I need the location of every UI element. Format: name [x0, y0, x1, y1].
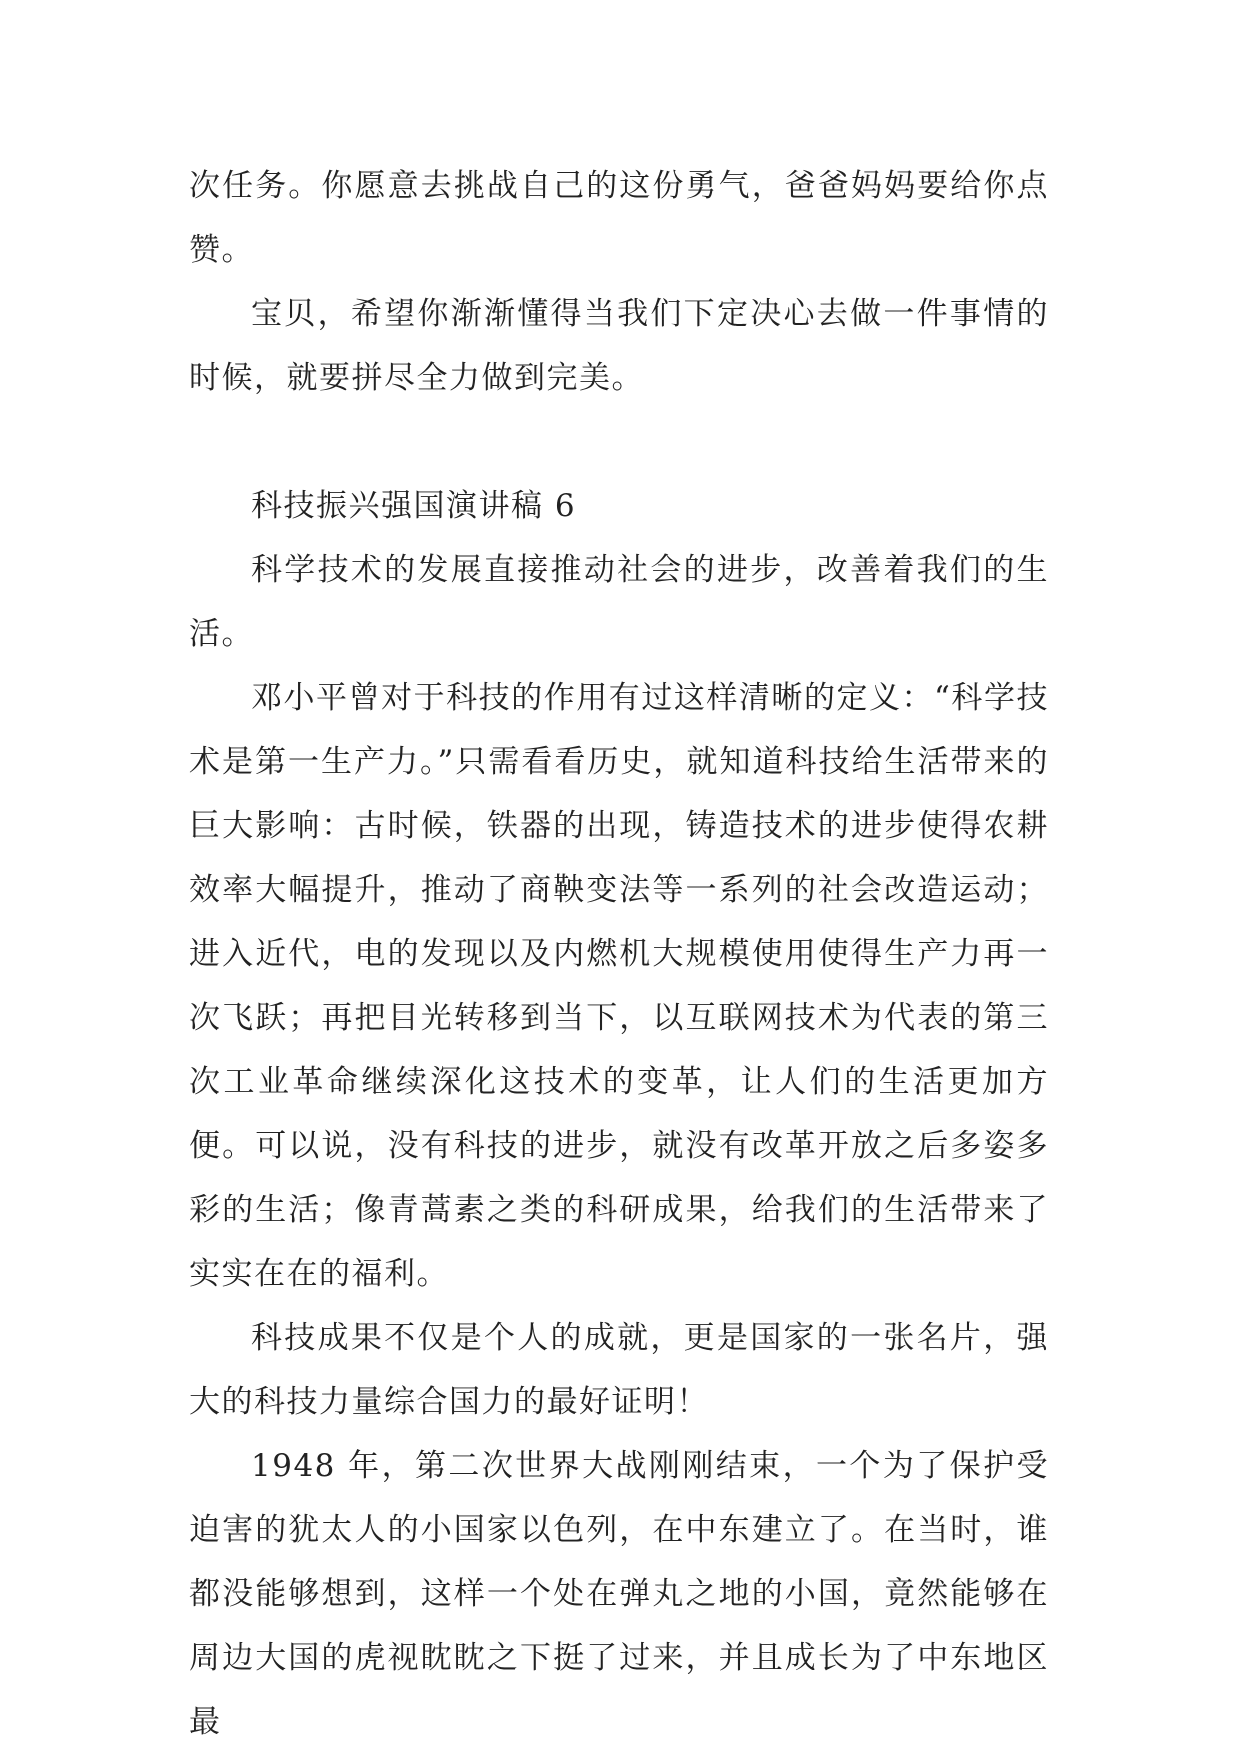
paragraph: 宝贝，希望你渐渐懂得当我们下定决心去做一件事情的时候，就要拼尽全力做到完美。 [189, 296, 1049, 396]
paragraph: 科技成果不仅是个人的成就，更是国家的一张名片，强大的科技力量综合国力的最好证明！ [189, 1320, 1049, 1420]
section-title: 科技振兴强国演讲稿 6 [251, 488, 577, 524]
continued-paragraph: 次任务。你愿意去挑战自己的这份勇气，爸爸妈妈要给你点赞。 [189, 168, 1049, 268]
document-body [189, 154, 1049, 1754]
paragraph: 邓小平曾对于科技的作用有过这样清晰的定义：“科学技术是第一生产力。”只需看看历史，就知道科技给生活带来的巨大影响：古时候，铁器的出现，铸造技术的进步使得农耕效率大幅提升，推动了商鞅变法等一系列的社会改造运动；进入近代，电的发现以及内燃机大规模使用使得生产力再一次飞跃；再把目光转移到当下，以互联网技术为代表的第三次工业革命继续深化这技术的变革，让人们的生活更加方便。可以说，没有科技的进步，就没有改革开放之后多姿多彩的生活；像青蒿素之类的科研成果，给我们的生活带来了实实在在的福利。 [189, 680, 1049, 1292]
paragraph: 1948 年，第二次世界大战刚刚结束，一个为了保护受迫害的犹太人的小国家以色列，在中东建立了。在当时，谁都没能够想到，这样一个处在弹丸之地的小国，竟然能够在周边大国的虎视眈眈之下挺了过来，并且成长为了中东地区最 [189, 1448, 1049, 1740]
paragraph: 科学技术的发展直接推动社会的进步，改善着我们的生活。 [189, 552, 1049, 652]
section-spacer [189, 410, 1049, 474]
